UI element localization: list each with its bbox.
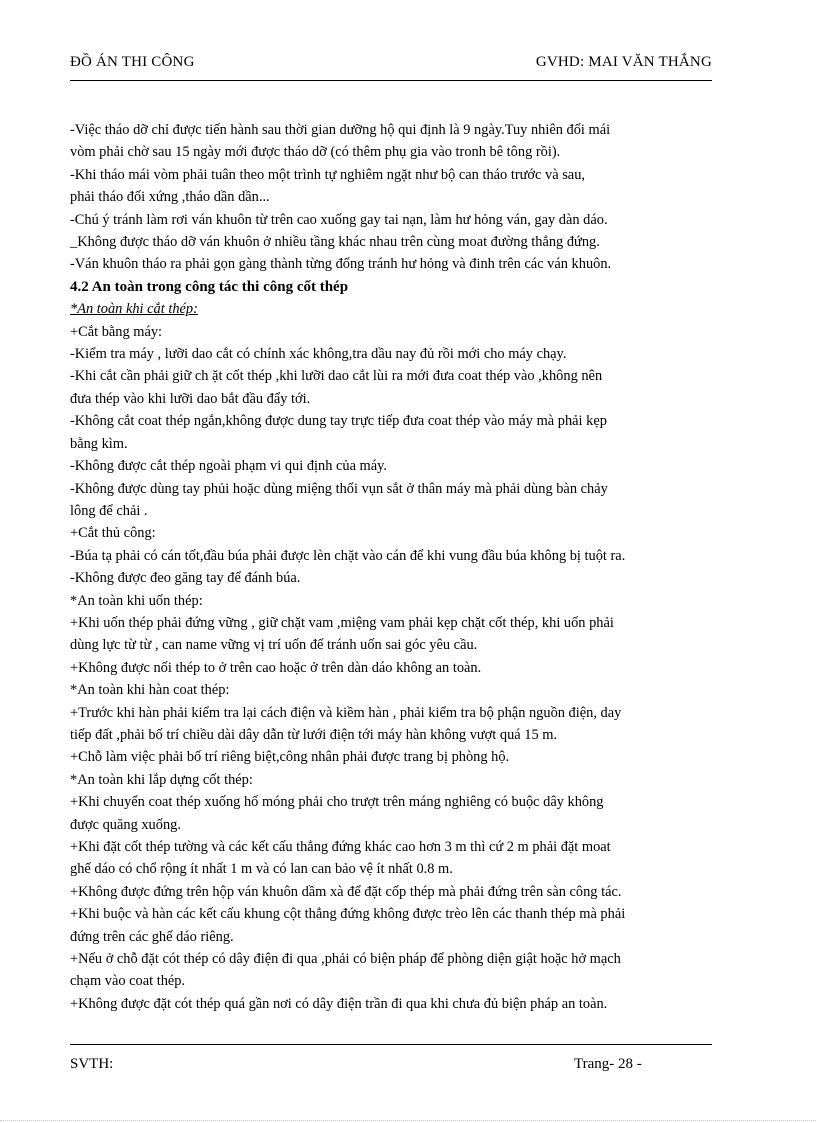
text-line: +Khi uốn thép phải đứng vững , giữ chặt vam ,miệng vam phải kẹp chặt cốt thép, khi uốn phải xyxy=(70,614,614,631)
header-project-title: ĐỒ ÁN THI CÔNG xyxy=(70,54,195,70)
text-line: đưa thép vào khi lưỡi dao bắt đầu đẩy tới. xyxy=(70,390,311,407)
text-line: -Khi cắt cần phải giữ ch ặt cốt thép ,khi lưỡi dao cắt lùi ra mới đưa coat thép vào ,không nên xyxy=(70,368,603,385)
text-line: _Không được tháo dỡ ván khuôn ở nhiều tầng khác nhau trên cùng moat đường thẳng đứng. xyxy=(70,234,600,251)
text-line: +Cắt bằng máy: xyxy=(70,323,163,340)
text-line: -Không được đeo găng tay để đánh búa. xyxy=(70,570,301,587)
text-line: đứng trên các ghế dáo riêng. xyxy=(70,928,234,945)
text-line: +Chỗ làm việc phải bố trí riêng biệt,công nhân phải được trang bị phòng hộ. xyxy=(70,749,510,766)
text-line: ghế dáo có chổ rộng ít nhất 1 m và có lan can bảo vệ ít nhất 0.8 m. xyxy=(70,861,453,878)
text-line: -Không được dùng tay phủi hoặc dùng miệng thổi vụn sắt ở thân máy mà phải dùng bàn chảy xyxy=(70,480,608,497)
text-line: bằng kìm. xyxy=(70,435,128,452)
footer-student-label: SVTH: xyxy=(70,1056,114,1072)
text-line: được quăng xuống. xyxy=(70,816,181,833)
text-line: +Không được đứng trên hộp ván khuôn dầm xà để đặt cốp thép mà phải đứng trên sàn công tác. xyxy=(70,883,622,900)
text-line: -Không được cắt thép ngoài phạm vi qui định của máy. xyxy=(70,458,388,475)
text-line: -Kiểm tra máy , lưỡi dao cắt có chính xác không,tra dầu nay đủ rồi mới cho máy chạy. xyxy=(70,346,567,363)
text-line: +Cắt thủ công: xyxy=(70,525,156,542)
footer-page-number: Trang- 28 - xyxy=(574,1056,642,1072)
footer-divider xyxy=(70,1044,712,1045)
text-line: phải tháo đối xứng ,tháo dần dần... xyxy=(70,189,270,206)
text-line: chạm vào coat thép. xyxy=(70,973,186,990)
subsection-title: *An toàn khi cắt thép: xyxy=(70,301,198,318)
text-line: -Ván khuôn tháo ra phải gọn gàng thành từng đống tránh hư hỏng và đinh trên các ván khuôn. xyxy=(70,256,612,273)
text-line: +Nếu ở chỗ đặt cót thép có dây điện đi qua ,phải có biện pháp để phòng diện giật hoặc hở mạch xyxy=(70,951,621,968)
text-line: +Trước khi hàn phải kiểm tra lại cách điện và kiềm hàn , phải kiểm tra bộ phận nguồn điện, day xyxy=(70,704,622,721)
text-line: -Chú ý tránh làm rơi ván khuôn từ trên cao xuống gay tai nạn, làm hư hỏng ván, gay dàn dáo. xyxy=(70,211,608,228)
text-line: dùng lực từ từ , can name vững vị trí uốn để tránh uốn sai góc yêu cầu. xyxy=(70,637,478,654)
header-instructor: GVHD: MAI VĂN THẮNG xyxy=(535,54,712,70)
text-line: +Không được đặt cót thép quá gần nơi có dây điện trần đi qua khi chưa đủ biện pháp an toàn. xyxy=(70,995,608,1012)
text-line: lông để chải . xyxy=(70,502,148,519)
text-line: +Không được nối thép to ở trên cao hoặc ở trên dàn dáo không an toàn. xyxy=(70,659,482,676)
text-line: *An toàn khi uốn thép: xyxy=(70,592,203,609)
text-line: -Búa tạ phải có cán tốt,đầu búa phải được lèn chặt vào cán để khi vung đầu búa không bị tuột ra. xyxy=(70,547,626,564)
page-header xyxy=(70,54,712,74)
section-heading: 4.2 An toàn trong công tác thi công cốt thép xyxy=(70,278,349,295)
page-bottom-edge xyxy=(0,1120,816,1121)
text-line: +Khi buộc và hàn các kết cấu khung cột thẳng đứng không được trèo lên các thanh thép mà phải xyxy=(70,906,626,923)
text-line: -Không cắt coat thép ngắn,không được dung tay trực tiếp đưa coat thép vào máy mà phải kẹp xyxy=(70,413,607,430)
text-line: *An toàn khi lắp dựng cốt thép: xyxy=(70,771,253,788)
page-footer xyxy=(70,1056,712,1076)
text-line: +Khi chuyển coat thép xuống hố móng phải cho trượt trên máng nghiêng có buộc dây không xyxy=(70,794,604,811)
text-line: *An toàn khi hàn coat thép: xyxy=(70,682,230,699)
text-line: +Khi đặt cốt thép tường và các kết cấu thẳng đứng khác cao hơn 3 m thì cứ 2 m phải đặt moat xyxy=(70,839,611,855)
header-divider xyxy=(70,80,712,81)
text-line: vòm phải chờ sau 15 ngày mới được tháo dỡ (có thêm phụ gia vào tronh bê tông rồi). xyxy=(70,144,561,161)
text-line: -Khi tháo mái vòm phải tuân theo một trình tự nghiêm ngặt như bộ can tháo trước và sau, xyxy=(70,166,585,183)
text-line: -Việc tháo dỡ chỉ được tiến hành sau thời gian dưỡng hộ qui định là 9 ngày.Tuy nhiên đối mái xyxy=(70,122,611,138)
text-line: tiếp đất ,phải bố trí chiều dài dây dẫn từ lưới điện tới máy hàn không vượt quá 15 m. xyxy=(70,726,558,743)
page-body xyxy=(70,119,722,1015)
